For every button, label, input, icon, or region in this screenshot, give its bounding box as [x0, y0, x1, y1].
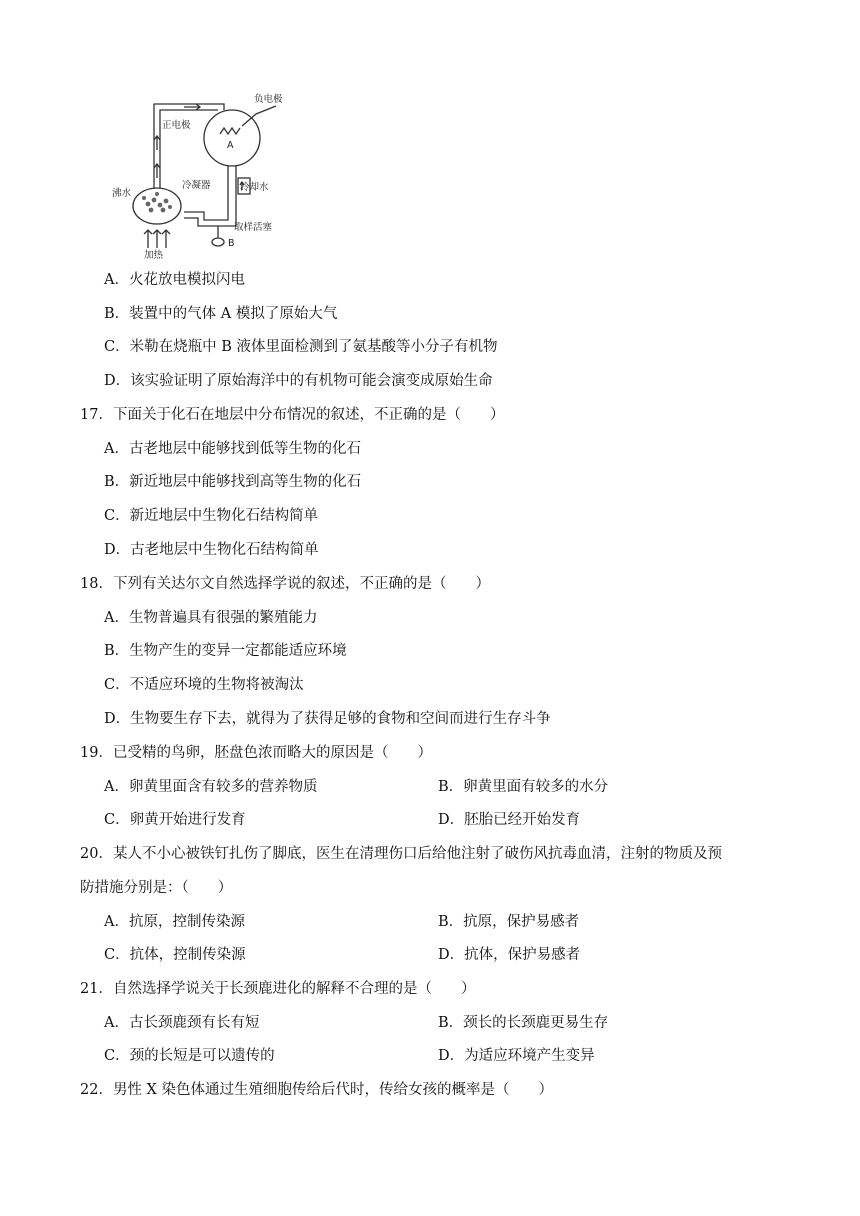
- miller-experiment-figure: [104, 88, 314, 260]
- q20-option-a: A．抗原，控制传染源: [104, 914, 245, 930]
- q20-option-d: D．抗体，保护易感者: [438, 947, 581, 963]
- q21-option-d: D．为适应环境产生变异: [438, 1048, 595, 1064]
- q19-option-b: B．卵黄里面有较多的水分: [438, 779, 609, 795]
- q16-option-b: B．装置中的气体 A 模拟了原始大气: [104, 306, 338, 322]
- q19-stem: 19．已受精的鸟卵，胚盘色浓而略大的原因是（ ）: [80, 745, 432, 761]
- q21-stem: 21．自然选择学说关于长颈鹿进化的解释不合理的是（ ）: [80, 981, 476, 997]
- q21-option-a: A．古长颈鹿颈有长有短: [104, 1015, 260, 1031]
- q20-stem-line1: 20．某人不小心被铁钉扎伤了脚底，医生在清理伤口后给他注射了破伤风抗毒血清，注射的物质及预: [80, 846, 722, 862]
- q19-option-c: C．卵黄开始进行发育: [104, 812, 246, 828]
- q18-option-b: B．生物产生的变异一定都能适应环境: [104, 643, 347, 659]
- sampling-valve-label: 取样活塞: [234, 222, 273, 233]
- q17-option-d: D．古老地层中生物化石结构简单: [104, 542, 319, 558]
- gas-a-label: A: [227, 140, 234, 151]
- positive-electrode-label: 正电极: [162, 120, 191, 131]
- q18-option-a: A．生物普遍具有很强的繁殖能力: [104, 610, 318, 626]
- q18-option-c: C．不适应环境的生物将被淘汰: [104, 677, 304, 693]
- liquid-b-label: B: [228, 238, 235, 249]
- q17-option-c: C．新近地层中生物化石结构简单: [104, 508, 319, 524]
- q17-option-b: B．新近地层中能够找到高等生物的化石: [104, 474, 362, 490]
- q20-option-c: C．抗体，控制传染源: [104, 947, 246, 963]
- heating-label: 加热: [144, 250, 164, 260]
- q20-option-b: B．抗原，保护易感者: [438, 914, 580, 930]
- q19-option-d: D．胚胎已经开始发育: [438, 812, 581, 828]
- q18-option-d: D．生物要生存下去，就得为了获得足够的食物和空间而进行生存斗争: [104, 711, 551, 727]
- negative-electrode-label: 负电极: [254, 94, 283, 105]
- q16-option-a: A．火花放电模拟闪电: [104, 272, 245, 288]
- q16-option-c: C．米勒在烧瓶中 B 液体里面检测到了氨基酸等小分子有机物: [104, 339, 498, 355]
- boiling-water-label: 沸水: [112, 188, 132, 199]
- q16-option-d: D．该实验证明了原始海洋中的有机物可能会演变成原始生命: [104, 373, 493, 389]
- cooling-water-label: 冷却水: [240, 182, 269, 193]
- q21-option-b: B．颈长的长颈鹿更易生存: [438, 1015, 609, 1031]
- q17-stem: 17．下面关于化石在地层中分布情况的叙述，不正确的是（ ）: [80, 407, 505, 423]
- q21-option-c: C．颈的长短是可以遗传的: [104, 1048, 275, 1064]
- q19-option-a: A．卵黄里面含有较多的营养物质: [104, 779, 318, 795]
- q18-stem: 18．下列有关达尔文自然选择学说的叙述，不正确的是（ ）: [80, 576, 490, 592]
- q20-stem-line2: 防措施分别是：（ ）: [80, 880, 233, 896]
- q17-option-a: A．古老地层中能够找到低等生物的化石: [104, 441, 361, 457]
- q22-stem: 22．男性 X 染色体通过生殖细胞传给后代时，传给女孩的概率是（ ）: [80, 1082, 553, 1098]
- condenser-label: 冷凝器: [182, 180, 211, 191]
